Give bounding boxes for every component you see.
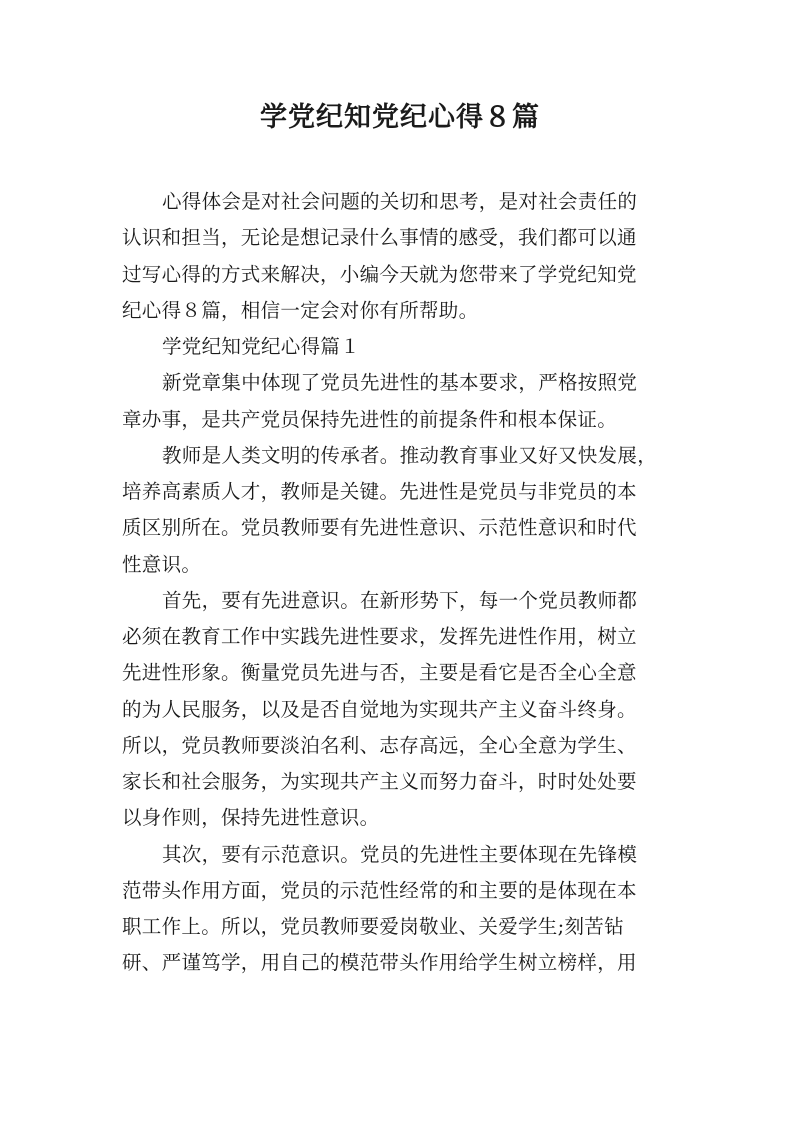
text-line: 认识和担当，无论是想记录什么事情的感受，我们都可以通 bbox=[122, 226, 637, 250]
text-line: 章办事，是共产党员保持先进性的前提条件和根本保证。 bbox=[122, 407, 618, 431]
text-line: 以身作则，保持先进性意识。 bbox=[122, 806, 380, 830]
text-line: 家长和社会服务，为实现共产主义而努力奋斗，时时处处要 bbox=[122, 770, 637, 793]
text-line: 学党纪知党纪心得篇１ bbox=[162, 335, 361, 358]
text-line: 所以，党员教师要淡泊名利、志存高远，全心全意为学生、 bbox=[122, 733, 637, 757]
text-line: 其次，要有示范意识。党员的先进性主要体现在先锋模 bbox=[162, 842, 638, 866]
text-line: 教师是人类文明的传承者。推动教育事业又好又快发展， bbox=[162, 443, 658, 467]
text-line: 的为人民服务，以及是否自觉地为实现共产主义奋斗终身。 bbox=[122, 697, 637, 721]
text-line: 质区别所在。党员教师要有先进性意识、示范性意识和时代 bbox=[122, 516, 637, 540]
text-line: 心得体会是对社会问题的关切和思考，是对社会责任的 bbox=[162, 190, 638, 213]
text-line: 研、严谨笃学，用自己的模范带头作用给学生树立榜样，用 bbox=[122, 951, 637, 975]
text-line: 性意识。 bbox=[122, 552, 202, 576]
text-line: 培养高素质人才，教师是关键。先进性是党员与非党员的本 bbox=[122, 480, 637, 503]
text-line: 过写心得的方式来解决，小编今天就为您带来了学党纪知党 bbox=[122, 262, 637, 286]
text-line: 首先，要有先进意识。在新形势下，每一个党员教师都 bbox=[162, 588, 638, 612]
text-line: 先进性形象。衡量党员先进与否，主要是看它是否全心全意 bbox=[122, 661, 637, 685]
document-body bbox=[122, 184, 692, 982]
text-line: 职工作上。所以，党员教师要爱岗敬业、关爱学生;刻苦钻 bbox=[122, 915, 624, 938]
text-line: 新党章集中体现了党员先进性的基本要求，严格按照党 bbox=[162, 371, 638, 395]
text-line: 范带头作用方面，党员的示范性经常的和主要的是体现在本 bbox=[122, 878, 637, 902]
text-line: 必须在教育工作中实践先进性要求，发挥先进性作用，树立 bbox=[122, 625, 637, 648]
document-title: 学党纪知党纪心得８篇 bbox=[260, 102, 540, 133]
text-line: 纪心得８篇，相信一定会对你有所帮助。 bbox=[122, 298, 479, 322]
